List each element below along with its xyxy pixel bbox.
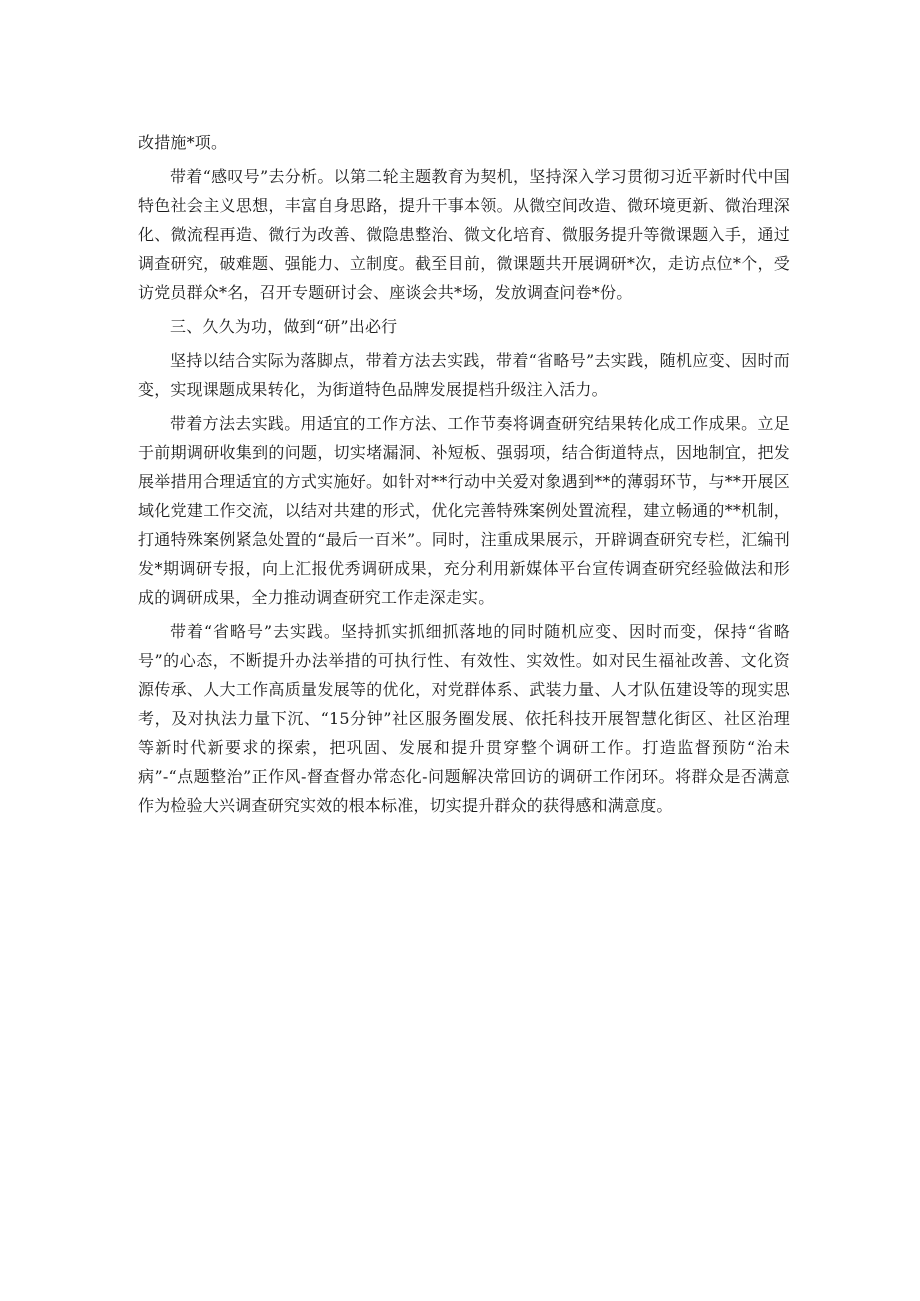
paragraph-method-practice: 带着方法去实践。用适宜的工作方法、工作节奏将调查研究结果转化成工作成果。立足于前期调研收集到的问题，切实堵漏洞、补短板、强弱项，结合街道特点，因地制宜，把发展举措用合理适宜的方式实施好。如针对**行动中关爱对象遇到**的薄弱环节，与**开展区域化党建工作交流，以结对共建的形式，优化完善特殊案例处置流程，建立畅通的**机制，打通特殊案例紧急处置的“最后一百米”。同时，注重成果展示，开辟调查研究专栏，汇编刊发*期调研专报，向上汇报优秀调研成果，充分利用新媒体平台宣传调查研究经验做法和形成的调研成果，全力推动调查研究工作走深走实。	[138, 414, 790, 607]
paragraph-section-intro: 坚持以结合实际为落脚点，带着方法去实践，带着“省略号”去实践，随机应变、因时而变，实现课题成果转化，为街道特色品牌发展提档升级注入活力。	[138, 351, 790, 399]
paragraph-continuation: 改措施*项。	[138, 133, 228, 152]
section-heading-three: 三、久久为功，做到“研”出必行	[170, 317, 398, 336]
paragraph-ellipsis-practice: 带着“省略号”去实践。坚持抓实抓细抓落地的同时随机应变、因时而变，保持“省略号”的心态，不断提升办法举措的可执行性、有效性、实效性。如对民生福祉改善、文化资源传承、人大工作高质量发展等的优化，对党群体系、武装力量、人才队伍建设等的现实思考，及对执法力量下沉、“15分钟”社区服务圈发展、依托科技开展智慧化街区、社区治理等新时代新要求的探索，把巩固、发展和提升贯穿整个调研工作。打造监督预防“治未病”-“点题整治”正作风-督查督办常态化-问题解决常回访的调研工作闭环。将群众是否满意作为检验大兴调查研究实效的根本标准，切实提升群众的获得感和满意度。	[138, 622, 790, 815]
document-body	[138, 128, 790, 825]
paragraph-exclamation-analysis: 带着“感叹号”去分析。以第二轮主题教育为契机，坚持深入学习贯彻习近平新时代中国特色社会主义思想，丰富自身思路，提升干事本领。从微空间改造、微环境更新、微治理深化、微流程再造、微行为改善、微隐患整治、微文化培育、微服务提升等微课题入手，通过调查研究，破难题、强能力、立制度。截至目前，微课题共开展调研*次，走访点位*个，受访党员群众*名，召开专题研讨会、座谈会共*场，发放调查问卷*份。	[138, 167, 790, 302]
